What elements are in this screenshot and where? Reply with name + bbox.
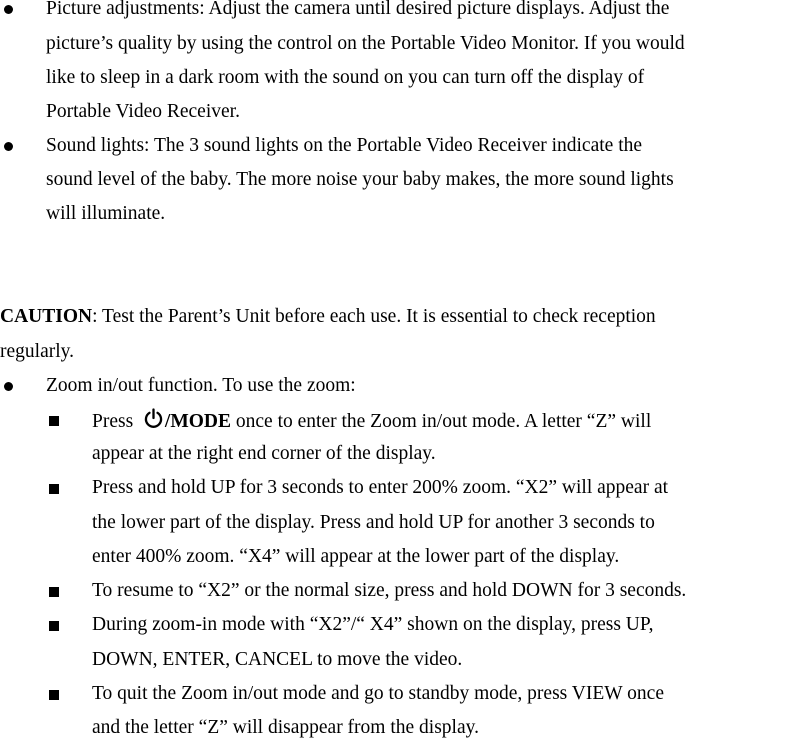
bullet-dot	[4, 5, 13, 14]
zoom-step-2-line-3: enter 400% zoom. “X4” will appear at the lower part of the display.	[92, 546, 620, 567]
picture-adjustments-line-1: Picture adjustments: Adjust the camera until desired picture displays. Adjust the	[46, 0, 670, 19]
bullet-square	[49, 416, 59, 426]
zoom-step-2-line-1: Press and hold UP for 3 seconds to enter 200% zoom. “X2” will appear at	[92, 477, 669, 498]
caution-line-2: regularly.	[0, 341, 74, 362]
picture-adjustments-line-2: picture’s quality by using the control on the Portable Video Monitor. If you would	[46, 33, 685, 54]
zoom-function-line: Zoom in/out function. To use the zoom:	[46, 375, 356, 396]
bullet-square	[49, 690, 59, 700]
bullet-square	[49, 587, 59, 597]
bullet-square	[49, 621, 59, 631]
power-icon	[143, 408, 164, 436]
caution-label: CAUTION	[0, 306, 93, 327]
zoom-step-1-pre: Press	[92, 411, 134, 432]
zoom-step-5-line-1: To quit the Zoom in/out mode and go to standby mode, press VIEW once	[92, 683, 664, 704]
sound-lights-line-2: sound level of the baby. The more noise your baby makes, the more sound lights	[46, 169, 674, 190]
zoom-step-5-line-2: and the letter “Z” will disappear from the display.	[92, 717, 479, 738]
zoom-step-4-line-2: DOWN, ENTER, CANCEL to move the video.	[92, 649, 463, 670]
picture-adjustments-line-3: like to sleep in a dark room with the sound on you can turn off the display of	[46, 67, 645, 88]
zoom-step-1-post: once to enter the Zoom in/out mode. A letter “Z” will	[231, 411, 652, 432]
bullet-dot	[4, 142, 13, 151]
zoom-step-1-line-2: appear at the right end corner of the display.	[92, 443, 436, 464]
zoom-step-1-line-1	[92, 408, 651, 436]
caution-text: : Test the Parent’s Unit before each use. It is essential to check reception	[92, 306, 656, 327]
zoom-step-2-line-2: the lower part of the display. Press and hold UP for another 3 seconds to	[92, 512, 655, 533]
picture-adjustments-line-4: Portable Video Receiver.	[46, 101, 240, 122]
bullet-dot	[4, 382, 13, 391]
mode-label: /MODE	[164, 411, 232, 432]
zoom-step-4-line-1: During zoom-in mode with “X2”/“ X4” shown on the display, press UP,	[92, 614, 654, 635]
sound-lights-line-1: Sound lights: The 3 sound lights on the Portable Video Receiver indicate the	[46, 135, 643, 156]
sound-lights-line-3: will illuminate.	[46, 203, 166, 224]
bullet-square	[49, 484, 59, 494]
caution-line-1	[0, 305, 656, 329]
zoom-step-3-line-1: To resume to “X2” or the normal size, press and hold DOWN for 3 seconds.	[92, 580, 687, 601]
